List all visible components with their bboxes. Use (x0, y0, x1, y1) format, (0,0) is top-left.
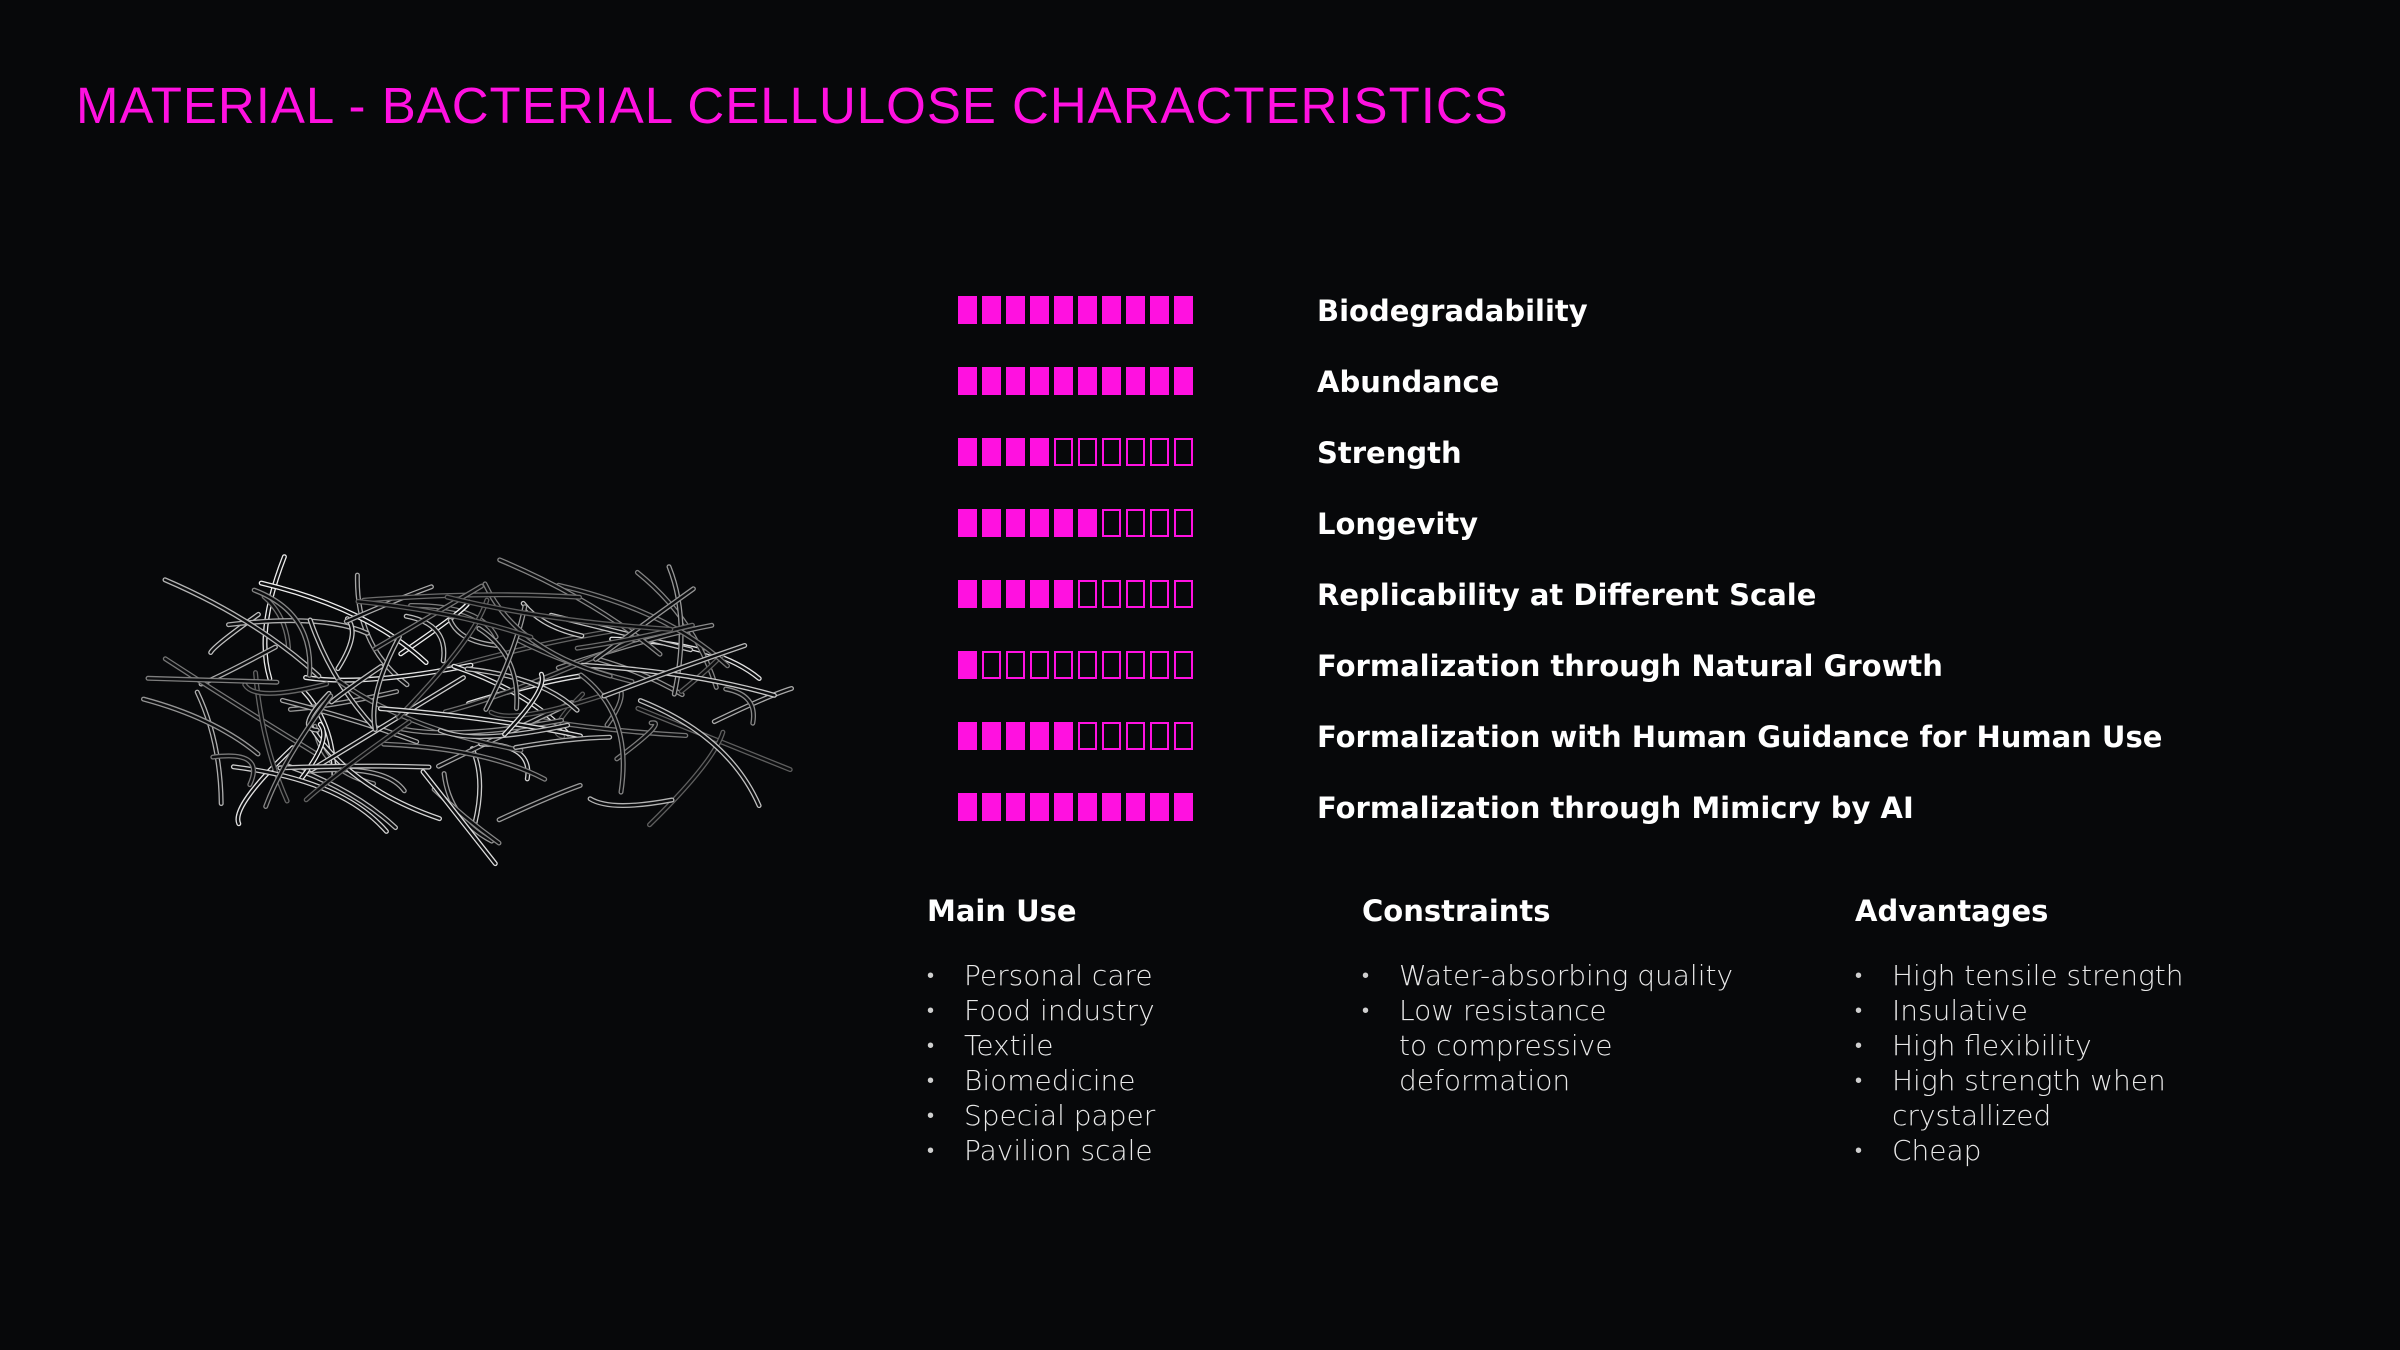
list-item-text: Biomedicine (964, 1064, 1136, 1097)
meter-segment-filled (1126, 367, 1145, 395)
meter-segment-filled (1078, 367, 1097, 395)
bullet-icon: • (1855, 1138, 1863, 1162)
meter-segment-empty (1174, 438, 1193, 466)
meter-segment-filled (1006, 580, 1025, 608)
meter-segment-filled (1150, 793, 1169, 821)
rating-row (958, 789, 2258, 860)
meter-segment-empty (1174, 722, 1193, 750)
rating-meter (958, 580, 1193, 610)
meter-segment-empty (1126, 651, 1145, 679)
meter-segment-empty (1078, 651, 1097, 679)
meter-segment-filled (982, 793, 1001, 821)
meter-segment-empty (1174, 580, 1193, 608)
list-item-text: Personal care (964, 959, 1153, 992)
advantages-heading: Advantages (1855, 894, 2049, 928)
meter-segment-filled (1030, 509, 1049, 537)
meter-segment-filled (1006, 793, 1025, 821)
rating-meter (958, 438, 1193, 468)
meter-segment-filled (982, 722, 1001, 750)
bullet-icon: • (1855, 1068, 1863, 1092)
meter-segment-empty (1078, 438, 1097, 466)
list-item-text: Pavilion scale (964, 1134, 1153, 1167)
list-item-text: High flexibility (1892, 1029, 2092, 1062)
meter-segment-empty (1102, 438, 1121, 466)
ratings-list (958, 292, 2258, 860)
meter-segment-filled (1030, 793, 1049, 821)
rating-meter (958, 722, 1193, 752)
rating-label: Abundance (1317, 365, 1500, 399)
meter-segment-filled (1054, 793, 1073, 821)
meter-segment-filled (1174, 296, 1193, 324)
rating-meter (958, 296, 1193, 326)
bullet-icon: • (927, 1138, 935, 1162)
page-title: MATERIAL - BACTERIAL CELLULOSE CHARACTERISTICS (76, 77, 1509, 134)
meter-segment-filled (1006, 509, 1025, 537)
meter-segment-empty (1054, 438, 1073, 466)
meter-segment-empty (1126, 580, 1145, 608)
rating-meter (958, 651, 1193, 681)
list-item (1855, 993, 2183, 1028)
rating-row (958, 718, 2258, 789)
constraints-list (1362, 958, 1733, 1098)
meter-segment-filled (958, 722, 977, 750)
list-item (927, 1133, 1155, 1168)
meter-segment-filled (1078, 793, 1097, 821)
meter-segment-empty (1174, 651, 1193, 679)
meter-segment-filled (958, 580, 977, 608)
meter-segment-filled (1054, 722, 1073, 750)
list-item (1855, 1028, 2183, 1063)
rating-label: Formalization through Mimicry by AI (1317, 791, 1914, 825)
rating-label: Longevity (1317, 507, 1479, 541)
meter-segment-filled (1078, 509, 1097, 537)
bullet-icon: • (1855, 963, 1863, 987)
meter-segment-filled (982, 580, 1001, 608)
meter-segment-filled (1102, 793, 1121, 821)
rating-row (958, 505, 2258, 576)
meter-segment-filled (982, 438, 1001, 466)
list-item-text: Cheap (1892, 1134, 1982, 1167)
list-item-text: deformation (1399, 1064, 1571, 1097)
meter-segment-filled (982, 367, 1001, 395)
list-item-text: High strength when (1892, 1064, 2166, 1097)
meter-segment-filled (958, 438, 977, 466)
rating-label: Biodegradability (1317, 294, 1588, 328)
bullet-icon: • (1362, 963, 1370, 987)
bullet-icon: • (1362, 998, 1370, 1022)
list-item-text: Low resistance (1399, 994, 1607, 1027)
meter-segment-filled (1102, 296, 1121, 324)
meter-segment-empty (1030, 651, 1049, 679)
meter-segment-empty (1078, 722, 1097, 750)
meter-segment-filled (958, 651, 977, 679)
meter-segment-filled (1054, 580, 1073, 608)
cellulose-fiber-network-icon (90, 470, 840, 940)
meter-segment-filled (1006, 367, 1025, 395)
meter-segment-filled (1030, 722, 1049, 750)
list-item-text: Textile (964, 1029, 1054, 1062)
meter-segment-empty (1126, 509, 1145, 537)
list-item-text: Water-absorbing quality (1399, 959, 1734, 992)
meter-segment-filled (1126, 296, 1145, 324)
bullet-icon: • (927, 998, 935, 1022)
list-item (1362, 958, 1733, 993)
rating-label: Formalization with Human Guidance for Human Use (1317, 720, 2163, 754)
list-item (1855, 1133, 2183, 1168)
bullet-icon: • (1855, 998, 1863, 1022)
list-item (927, 958, 1155, 993)
meter-segment-empty (1054, 651, 1073, 679)
meter-segment-filled (1102, 367, 1121, 395)
meter-segment-filled (958, 793, 977, 821)
main-use-column (927, 888, 1155, 1168)
meter-segment-empty (1150, 438, 1169, 466)
advantages-column (1855, 888, 2183, 1168)
list-item-text: to compressive (1399, 1029, 1613, 1062)
meter-segment-filled (958, 367, 977, 395)
meter-segment-empty (1150, 651, 1169, 679)
rating-meter (958, 509, 1193, 539)
meter-segment-empty (1078, 580, 1097, 608)
main-use-heading: Main Use (927, 894, 1077, 928)
meter-segment-empty (1102, 722, 1121, 750)
meter-segment-filled (1030, 367, 1049, 395)
meter-segment-filled (1054, 367, 1073, 395)
meter-segment-filled (1150, 296, 1169, 324)
meter-segment-filled (1126, 793, 1145, 821)
rating-row (958, 647, 2258, 718)
list-item-text: crystallized (1892, 1099, 2052, 1132)
meter-segment-filled (1030, 580, 1049, 608)
constraints-heading: Constraints (1362, 894, 1551, 928)
meter-segment-filled (1054, 509, 1073, 537)
meter-segment-filled (958, 509, 977, 537)
meter-segment-empty (1150, 580, 1169, 608)
list-item (1855, 958, 2183, 993)
meter-segment-empty (1126, 438, 1145, 466)
rating-label: Strength (1317, 436, 1462, 470)
list-item (1362, 993, 1733, 1098)
meter-segment-filled (1006, 296, 1025, 324)
meter-segment-empty (1102, 509, 1121, 537)
meter-segment-filled (1006, 722, 1025, 750)
rating-row (958, 576, 2258, 647)
meter-segment-empty (1126, 722, 1145, 750)
meter-segment-filled (982, 296, 1001, 324)
meter-segment-filled (958, 296, 977, 324)
bullet-icon: • (927, 1068, 935, 1092)
rating-row (958, 363, 2258, 434)
rating-label: Replicability at Different Scale (1317, 578, 1817, 612)
meter-segment-empty (1102, 651, 1121, 679)
list-item-text: Special paper (964, 1099, 1156, 1132)
bullet-icon: • (927, 1033, 935, 1057)
list-item (927, 1098, 1155, 1133)
meter-segment-filled (1174, 793, 1193, 821)
list-item (927, 993, 1155, 1028)
meter-segment-empty (1174, 509, 1193, 537)
constraints-column (1362, 888, 1733, 1098)
meter-segment-filled (982, 509, 1001, 537)
list-item-text: Insulative (1892, 994, 2028, 1027)
bullet-icon: • (927, 963, 935, 987)
rating-row (958, 434, 2258, 505)
meter-segment-filled (1150, 367, 1169, 395)
rating-row (958, 292, 2258, 363)
list-item-text: High tensile strength (1892, 959, 2184, 992)
rating-meter (958, 793, 1193, 823)
bullet-icon: • (927, 1103, 935, 1127)
meter-segment-filled (1054, 296, 1073, 324)
list-item-text: Food industry (964, 994, 1155, 1027)
meter-segment-filled (1030, 296, 1049, 324)
list-item (927, 1028, 1155, 1063)
list-item (927, 1063, 1155, 1098)
meter-segment-filled (1030, 438, 1049, 466)
list-item (1855, 1063, 2183, 1133)
meter-segment-empty (1102, 580, 1121, 608)
meter-segment-filled (1006, 438, 1025, 466)
rating-label: Formalization through Natural Growth (1317, 649, 1943, 683)
meter-segment-empty (982, 651, 1001, 679)
rating-meter (958, 367, 1193, 397)
meter-segment-filled (1078, 296, 1097, 324)
bullet-icon: • (1855, 1033, 1863, 1057)
advantages-list (1855, 958, 2183, 1168)
meter-segment-empty (1006, 651, 1025, 679)
meter-segment-empty (1150, 509, 1169, 537)
main-use-list (927, 958, 1155, 1168)
meter-segment-empty (1150, 722, 1169, 750)
meter-segment-filled (1174, 367, 1193, 395)
